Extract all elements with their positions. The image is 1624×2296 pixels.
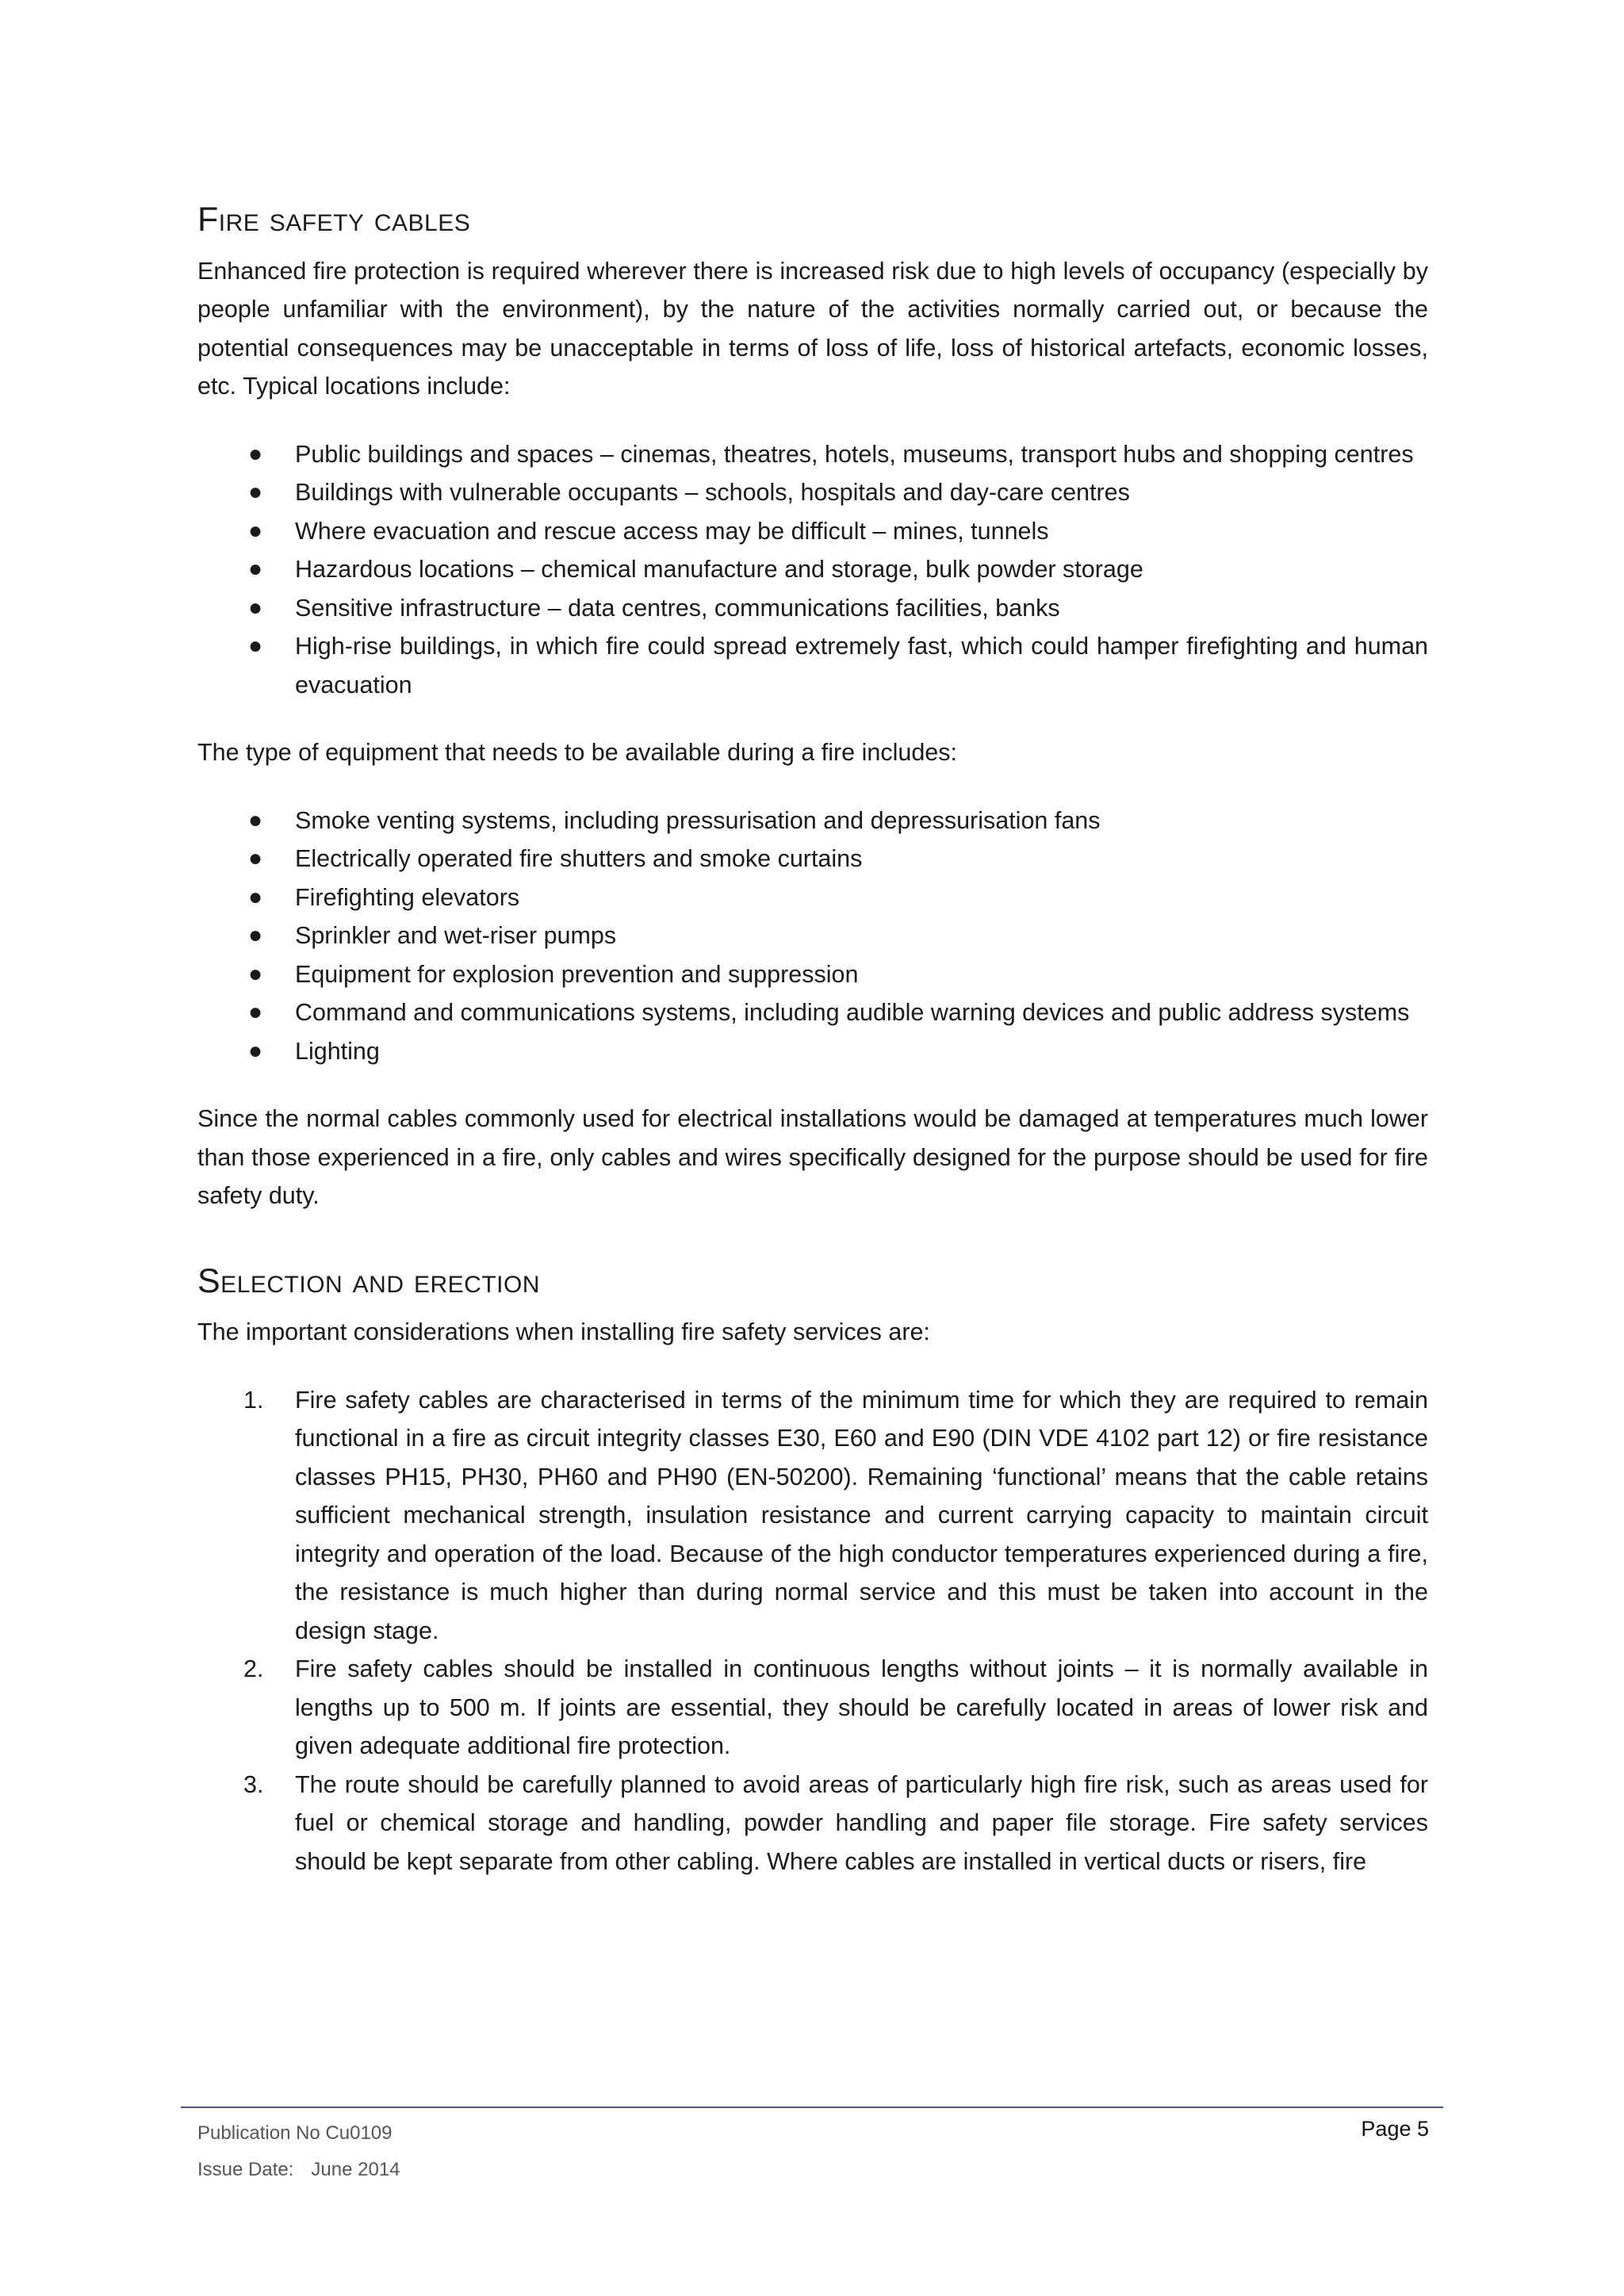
bullet-icon: ● <box>248 479 263 506</box>
issue-date-value: June 2014 <box>311 2159 400 2180</box>
bullet-icon: ● <box>248 594 263 621</box>
document-body <box>197 200 1428 1910</box>
locations-list <box>197 435 1428 705</box>
bullet-icon: ● <box>248 633 263 660</box>
closing-paragraph: Since the normal cables commonly used for electrical installations would be damaged at temperatures much lower than those experienced in a fire, only cables and wires specifically designed for the purpose should be used for fire safety duty. <box>197 1105 1428 1210</box>
list-item: 1. Fire safety cables are characterised in terms of the minimum time for which they are required to remain functional in a fire as circuit integrity classes E30, E60 and E90 (DIN VDE 4102 part 12) or fire resistance classes PH15, PH30, PH60 and PH90 (EN-50200). Remaining ‘functional’ means that the cable retains sufficient mechanical strength, insulation resistance and current carrying capacity to maintain circuit integrity and operation of the load. Because of the high conductor temperatures experienced during a fire, the resistance is much higher than during normal service and this must be taken into account in the design stage. <box>197 1381 1428 1651</box>
equipment-intro-paragraph: The type of equipment that needs to be available during a fire includes: <box>197 739 957 767</box>
item-number: 3. <box>243 1770 264 1798</box>
list-item: ● Where evacuation and rescue access may be difficult – mines, tunnels <box>197 512 1428 551</box>
section-heading-fire-safety-cables: Fire safety cables <box>197 201 471 239</box>
page-number: Page 5 <box>1361 2117 1429 2141</box>
footer-publication-info <box>197 2115 400 2188</box>
list-item: ● Lighting <box>197 1032 1428 1071</box>
bullet-icon: ● <box>248 1037 263 1064</box>
item-number: 2. <box>243 1655 264 1683</box>
publication-number: Publication No Cu0109 <box>197 2122 393 2144</box>
list-item: ● Equipment for explosion prevention and suppression <box>197 955 1428 994</box>
list-item: ● Firefighting elevators <box>197 878 1428 917</box>
bullet-icon: ● <box>248 440 263 467</box>
considerations-list <box>197 1381 1428 1881</box>
intro-paragraph: Enhanced fire protection is required wherever there is increased risk due to high levels of occupancy (especially by people unfamiliar with the environment), by the nature of the activities normally carried out, or because the potential consequences may be unacceptable in terms of loss of life, loss of historical artefacts, economic losses, etc. Typical locations include: <box>197 257 1428 400</box>
issue-date <box>197 2152 400 2188</box>
bullet-icon: ● <box>248 999 263 1026</box>
bullet-icon: ● <box>248 556 263 583</box>
section-heading-selection-and-erection: Selection and erection <box>197 1261 540 1300</box>
bullet-icon: ● <box>248 922 263 949</box>
bullet-icon: ● <box>248 883 263 910</box>
list-item: ● Public buildings and spaces – cinemas, theatres, hotels, museums, transport hubs and shopping centres <box>197 435 1428 474</box>
bullet-icon: ● <box>248 517 263 544</box>
list-item: ● High-rise buildings, in which fire could spread extremely fast, which could hamper firefighting and human evacuation <box>197 627 1428 704</box>
list-item: ● Smoke venting systems, including pressurisation and depressurisation fans <box>197 802 1428 840</box>
list-item: ● Electrically operated fire shutters and smoke curtains <box>197 840 1428 878</box>
list-item: ● Hazardous locations – chemical manufacture and storage, bulk powder storage <box>197 550 1428 589</box>
list-item: ● Sensitive infrastructure – data centres, communications facilities, banks <box>197 589 1428 628</box>
bullet-icon: ● <box>248 960 263 987</box>
list-item: ● Sprinkler and wet-riser pumps <box>197 916 1428 955</box>
list-item: ● Buildings with vulnerable occupants – schools, hospitals and day-care centres <box>197 473 1428 512</box>
list-item: 2. Fire safety cables should be installed in continuous lengths without joints – it is normally available in lengths up to 500 m. If joints are essential, they should be carefully located in areas of lower risk and given adequate additional fire protection. <box>197 1650 1428 1766</box>
bullet-icon: ● <box>248 845 263 872</box>
footer-divider <box>181 2107 1443 2108</box>
bullet-icon: ● <box>248 806 263 833</box>
list-item: ● Command and communications systems, including audible warning devices and public address systems <box>197 993 1428 1032</box>
equipment-list <box>197 802 1428 1071</box>
issue-date-label: Issue Date: <box>197 2159 294 2180</box>
item-number: 1. <box>243 1386 264 1414</box>
considerations-intro-paragraph: The important considerations when installing fire safety services are: <box>197 1318 930 1346</box>
list-item: 3. The route should be carefully planned to avoid areas of particularly high fire risk, such as areas used for fuel or chemical storage and handling, powder handling and paper file storage. Fire safety services should be kept separate from other cabling. Where cables are installed in vertical ducts or risers, fire <box>197 1766 1428 1881</box>
